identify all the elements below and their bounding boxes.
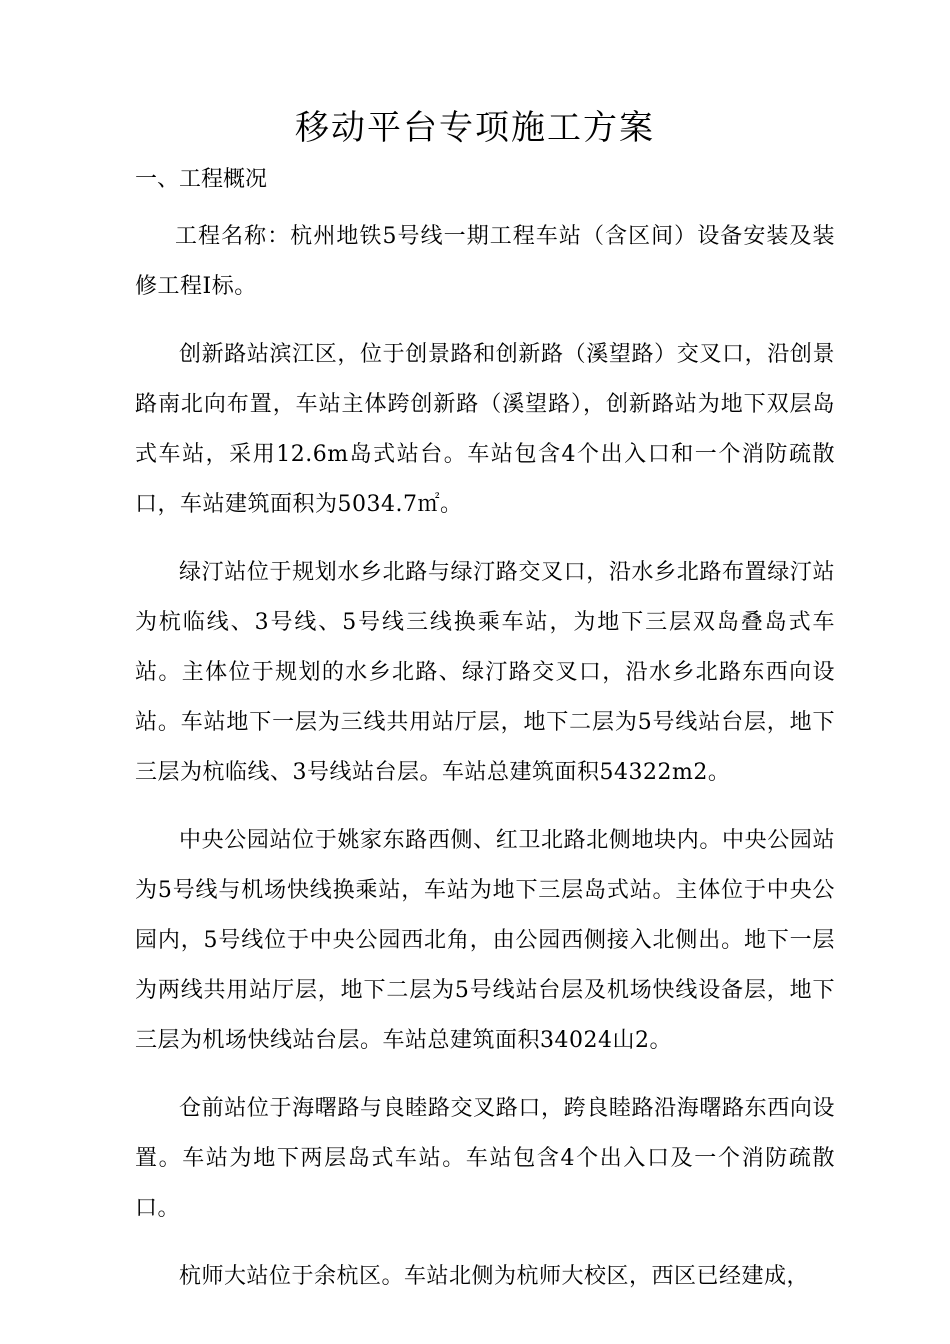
paragraph-cangqian-station: 仓前站位于海曙路与良睦路交叉路口，跨良睦路沿海曙路东西向设置。车站为地下两层岛式车站。车站包含4个出入口及一个消防疏散口。 (135, 1096, 835, 1221)
paragraph-hangshida-station: 杭师大站位于余杭区。车站北侧为杭师大校区，西区已经建成， (179, 1264, 810, 1289)
paragraph-zhongyang-gongyuan-station: 中央公园站位于姚家东路西侧、红卫北路北侧地块内。中央公园站为5号线与机场快线换乘站，车站为地下三层岛式站。主体位于中央公园内，5号线位于中央公园西北角，由公园西侧接入北侧出。地下一层为两线共用站厅层，地下二层为5号线站台层及机场快线设备层，地下三层为机场快线站台层。车站总建筑面积34024山2。 (135, 828, 835, 1053)
paragraph-lvting-station: 绿汀站位于规划水乡北路与绿汀路交叉口，沿水乡北路布置绿汀站为杭临线、3号线、5号线三线换乘车站，为地下三层双岛叠岛式车站。主体位于规划的水乡北路、绿汀路交叉口，沿水乡北路东西向设站。车站地下一层为三线共用站厅层，地下二层为5号线站台层，地下三层为杭临线、3号线站台层。车站总建筑面积54322m2。 (135, 560, 835, 785)
paragraph-chuangxinlu-station: 创新路站滨江区，位于创景路和创新路（溪望路）交叉口，沿创景路南北向布置，车站主体跨创新路（溪望路），创新路站为地下双层岛式车站，采用12.6m岛式站台。车站包含4个出入口和一个消防疏散口，车站建筑面积为5034.7㎡。 (135, 342, 835, 517)
paragraph-project-name: 工程名称：杭州地铁5号线一期工程车站（含区间）设备安装及装修工程Ⅰ标。 (135, 224, 835, 299)
section-heading: 一、工程概况 (135, 167, 268, 192)
document-body (135, 212, 835, 1320)
document-title: 移动平台专项施工方案 (295, 108, 655, 148)
